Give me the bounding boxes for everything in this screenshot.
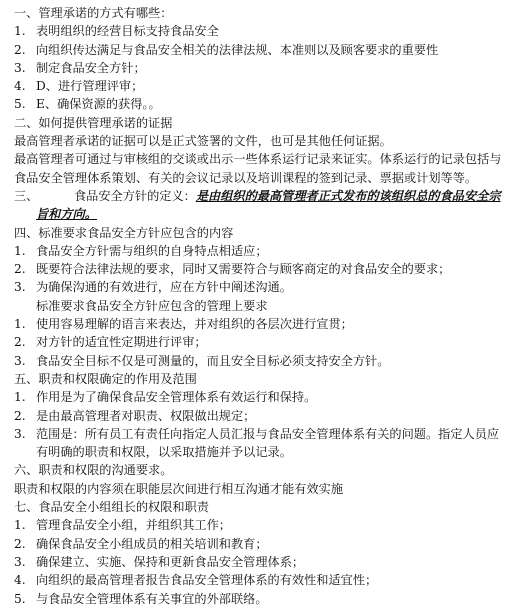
item-text: 对方针的适宜性定期进行评审；	[36, 335, 207, 350]
item-text: 范围是：所有员工有责任向指定人员汇报与食品安全管理体系有关的问题。指定人员应	[36, 426, 500, 441]
list-item	[14, 352, 517, 370]
item-number: 3.	[14, 60, 26, 75]
item-text: 作用是为了确保食品安全管理体系有效运行和保持。	[36, 390, 317, 405]
item-text: E、确保资源的获得。。	[36, 97, 161, 112]
list-item	[14, 425, 517, 443]
list-item	[14, 59, 517, 77]
definition-emphasis: 旨和方向。	[36, 207, 97, 222]
list-item	[14, 278, 517, 296]
definition-title: 食品安全方针的定义：	[74, 188, 196, 203]
section-3-label: 三、	[14, 188, 39, 203]
item-number: 1.	[14, 243, 26, 258]
list-item	[14, 516, 517, 534]
item-number: 5.	[14, 591, 26, 606]
item-text: 管理食品安全小组，并组织其工作；	[36, 518, 231, 533]
list-item	[14, 95, 517, 113]
item-number: 1.	[14, 24, 26, 39]
list-item-continuation: 有明确的职责和权限，以采取措施并予以记录。	[36, 445, 292, 460]
item-text: 表明组织的经营目标支持食品安全	[36, 24, 219, 39]
definition-emphasis: 是由组织的最高管理者正式发布的该组织总的食品安全宗	[195, 188, 501, 203]
item-number: 4.	[14, 79, 26, 94]
item-number: 2.	[14, 408, 26, 423]
list-item	[14, 388, 517, 406]
item-number: 5.	[14, 97, 26, 112]
item-number: 1.	[14, 317, 26, 332]
item-number: 2.	[14, 335, 26, 350]
item-number: 3.	[14, 280, 26, 295]
item-text: 确保建立、实施、保持和更新食品安全管理体系；	[36, 554, 305, 569]
item-text: 既要符合法律法规的要求，同时又需要符合与顾客商定的对食品安全的要求；	[36, 262, 451, 277]
item-number: 3.	[14, 554, 26, 569]
list-item	[14, 571, 517, 589]
item-number: 1.	[14, 518, 26, 533]
item-number: 2.	[14, 42, 26, 57]
item-text: 食品安全方针需与组织的自身特点相适应；	[36, 243, 268, 258]
item-number: 1.	[14, 390, 26, 405]
definition-continuation	[14, 205, 517, 223]
paragraph: 职责和权限的内容须在职能层次间进行相互沟通才能有效实施	[14, 481, 344, 496]
section-5-heading: 五、职责和权限确定的作用及范围	[14, 371, 197, 386]
list-item	[14, 535, 517, 553]
item-number: 4.	[14, 573, 26, 588]
item-text: 向组织传达满足与食品安全相关的法律法规、本准则以及顾客要求的重要性	[36, 42, 439, 57]
list-item	[14, 242, 517, 260]
item-number: 2.	[14, 536, 26, 551]
item-number: 2.	[14, 262, 26, 277]
item-text: 确保食品安全小组成员的相关培训和教育；	[36, 536, 268, 551]
list-item	[14, 260, 517, 278]
section-3-definition	[14, 187, 517, 205]
list-item	[14, 41, 517, 59]
item-text: 与食品安全管理体系有关事宜的外部联络。	[36, 591, 268, 606]
list-item	[14, 407, 517, 425]
item-text: 为确保沟通的有效进行，应在方针中阐述沟通。	[36, 280, 292, 295]
paragraph: 最高管理者可通过与审核组的交谈或出示一些体系运行记录来证实。体系运行的记录包括与	[14, 152, 502, 167]
list-item	[14, 315, 517, 333]
section-1-heading: 一、管理承诺的方式有哪些：	[14, 6, 173, 20]
list-item	[14, 333, 517, 351]
item-text: D、进行管理评审；	[36, 79, 144, 94]
list-item	[14, 22, 517, 40]
section-7-heading: 七、食品安全小组组长的权限和职责	[14, 500, 209, 515]
section-4-subheading: 标准要求食品安全方针应包含的管理上要求	[36, 298, 268, 313]
item-text: 制定食品安全方针；	[36, 60, 146, 75]
item-number: 3.	[14, 353, 26, 368]
list-item	[14, 590, 517, 608]
item-text: 是由最高管理者对职责、权限做出规定；	[36, 408, 256, 423]
item-text: 使用容易理解的语言来表达，并对组织的各层次进行宣贯；	[36, 317, 353, 332]
item-text: 向组织的最高管理者报告食品安全管理体系的有效性和适宜性；	[36, 573, 378, 588]
section-2-heading: 二、如何提供管理承诺的证据	[14, 115, 173, 130]
section-6-heading: 六、职责和权限的沟通要求。	[14, 463, 173, 478]
section-4-heading: 四、标准要求食品安全方针应包含的内容	[14, 225, 234, 240]
paragraph: 食品安全管理体系策划、有关的会议记录以及培训课程的签到记录、票据或计划等等。	[14, 170, 478, 185]
list-item	[14, 553, 517, 571]
list-item	[14, 77, 517, 95]
item-number: 3.	[14, 426, 26, 441]
item-text: 食品安全目标不仅是可测量的，而且安全目标必须支持安全方针。	[36, 353, 390, 368]
paragraph: 最高管理者承诺的证据可以是正式签署的文件，也可是其他任何证据。	[14, 134, 392, 149]
